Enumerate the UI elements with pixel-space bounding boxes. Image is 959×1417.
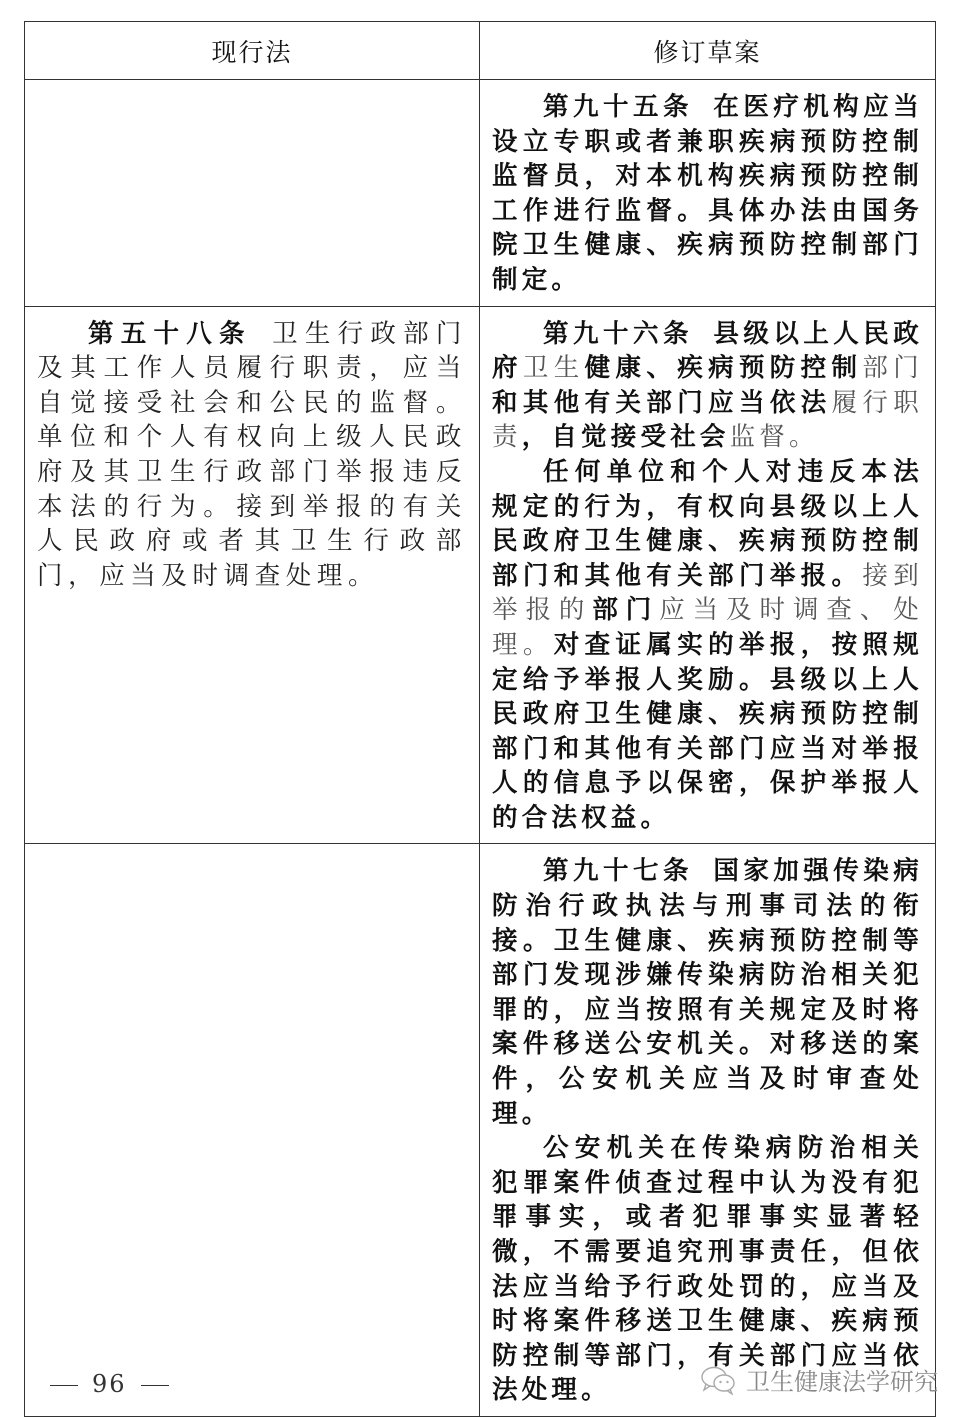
text-segment: 部门 (862, 353, 923, 384)
text-segment: 接到举报的 (492, 560, 923, 626)
watermark-text: 卫生健康法学研究 (746, 1368, 938, 1396)
header-draft-revision: 修订草案 (480, 22, 936, 80)
table-row (25, 306, 936, 844)
article-paragraph (492, 854, 923, 1131)
header-current-law: 现行法 (25, 22, 480, 80)
text-segment: 履行职责 (492, 387, 923, 453)
comparison-table (24, 21, 936, 1417)
article-number: 第九十五条 (543, 92, 693, 122)
article-number: 第五十八条 (88, 318, 252, 349)
wechat-icon (700, 1365, 738, 1395)
dash-left (50, 1385, 78, 1386)
article-text: 公安机关在传染病防治相关犯罪案件侦查过程中认为没有犯罪事实，或者犯罪事实显著轻微，不需要追究刑事责任，但依法应当给予行政处罚的，应当及时将案件移送卫生健康、疾病预防控制等部门，有关部门应当依法处理。 (492, 1133, 923, 1406)
draft-revision-cell (480, 306, 936, 844)
text-segment: ，自觉接受社会 (521, 422, 730, 453)
article-paragraph (492, 455, 923, 836)
table-row (25, 80, 936, 307)
draft-revision-cell (480, 844, 936, 1417)
article-number: 第九十六条 (543, 318, 693, 349)
text-segment: 健康、疾病预防控制 (584, 353, 863, 384)
article-paragraph (492, 317, 923, 455)
text-segment: 对查证属实的举报，按照规定给予举报人奖励。县级以上人民政府卫生健康、疾病预防控制部门和其他有关部门应当对举报人的信息予以保密，保护举报人的合法权益。 (492, 629, 924, 833)
current-law-cell-empty (25, 844, 480, 1417)
watermark (700, 1362, 938, 1397)
text-segment: 卫生 (522, 353, 585, 384)
article-paragraph (492, 90, 923, 298)
current-law-cell-empty (25, 80, 480, 307)
page-number (36, 1370, 183, 1398)
draft-revision-cell (480, 80, 936, 307)
dash-right (141, 1385, 169, 1386)
article-text: 在医疗机构应当设立专职或者兼职疾病预防控制监督员，对本机构疾病预防控制工作进行监督。具体办法由国务院卫生健康、疾病预防控制部门制定。 (492, 92, 923, 295)
table-header-row (25, 22, 936, 80)
article-paragraph (37, 317, 467, 594)
text-segment: 县级以上人民政府 (492, 318, 923, 384)
text-segment: 和其他有关部门应当依法 (492, 387, 832, 418)
current-law-cell (25, 306, 480, 844)
text-segment: 部门 (592, 595, 660, 626)
table-row (25, 844, 936, 1417)
page-number-text: 96 (92, 1370, 127, 1398)
article-text: 国家加强传染病防治行政执法与刑事司法的衔接。卫生健康、疾病预防控制等部门发现涉嫌传染病防治相关犯罪的，应当按照有关规定及时将案件移送公安机关。对移送的案件，公安机关应当及时审查处理。 (492, 856, 923, 1129)
text-segment: 任何单位和个人对违反本法规定的行为，有权向县级以上人民政府卫生健康、疾病预防控制部门和其他有关部门举报。 (492, 456, 923, 591)
text-segment: 监督。 (729, 422, 819, 453)
article-text: 卫生行政部门及其工作人员履行职责，应当自觉接受社会和公民的监督。单位和个人有权向上级人民政府及其卫生行政部门举报违反本法的行为。接到举报的有关人民政府或者其卫生行政部门，应当及时调查处理。 (37, 318, 467, 591)
article-number: 第九十七条 (543, 856, 693, 887)
text-segment: 应当及时调查、处理。 (492, 595, 923, 660)
